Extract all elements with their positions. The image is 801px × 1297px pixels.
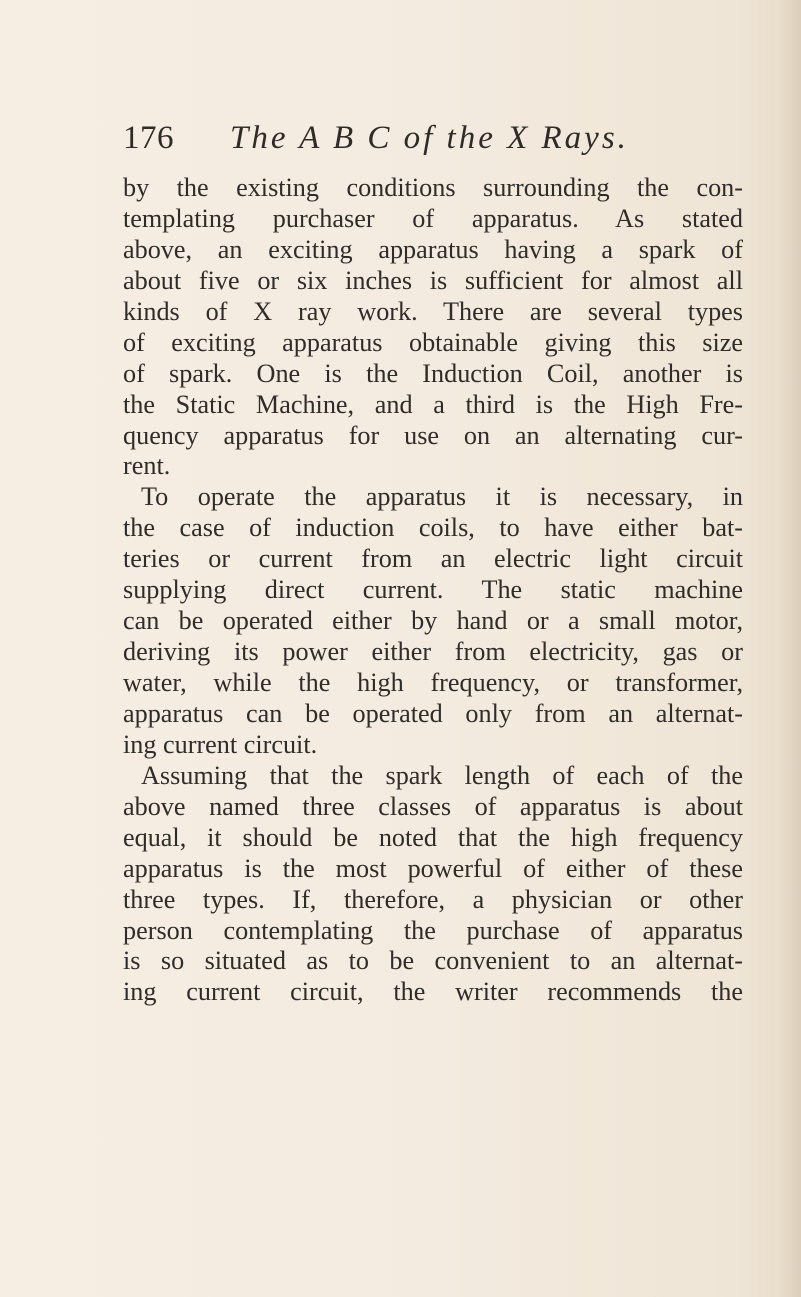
text-line: ing current circuit. bbox=[123, 729, 318, 759]
text-line: rent. bbox=[123, 451, 171, 481]
text-line: by the existing conditions surrounding the con- bbox=[123, 173, 743, 202]
text-line: templating purchaser of apparatus. As stated bbox=[123, 203, 743, 233]
running-title: The A B C of the X Rays. bbox=[230, 120, 629, 156]
page-edge-shadow bbox=[779, 0, 801, 1297]
text-line: To operate the apparatus it is necessary, in bbox=[141, 482, 743, 512]
text-line: the Static Machine, and a third is the High Fre- bbox=[123, 389, 743, 419]
text-line: equal, it should be noted that the high frequency bbox=[123, 822, 743, 852]
text-line: of spark. One is the Induction Coil, another is bbox=[123, 358, 743, 388]
text-line: Assuming that the spark length of each of the bbox=[141, 760, 743, 790]
text-line: teries or current from an electric light circuit bbox=[123, 544, 743, 574]
text-line: deriving its power either from electricity, gas or bbox=[123, 637, 743, 667]
page-number: 176 bbox=[123, 120, 174, 156]
text-line: of exciting apparatus obtainable giving this size bbox=[123, 327, 743, 357]
text-line: three types. If, therefore, a physician or other bbox=[123, 884, 743, 914]
body-text bbox=[123, 173, 743, 1008]
text-line: quency apparatus for use on an alternating cur- bbox=[123, 420, 743, 450]
text-line: above, an exciting apparatus having a spark of bbox=[123, 234, 743, 264]
text-line: apparatus can be operated only from an alternat- bbox=[123, 698, 743, 728]
text-line: about five or six inches is sufficient for almost all bbox=[123, 265, 743, 295]
text-line: apparatus is the most powerful of either of these bbox=[123, 853, 743, 883]
text-line: above named three classes of apparatus is about bbox=[123, 791, 743, 821]
text-line: person contemplating the purchase of apparatus bbox=[123, 915, 743, 945]
text-line: kinds of X ray work. There are several types bbox=[123, 296, 743, 326]
text-line: can be operated either by hand or a small motor, bbox=[123, 606, 743, 636]
text-line: the case of induction coils, to have either bat- bbox=[123, 513, 743, 543]
page-header bbox=[123, 120, 743, 162]
text-line: is so situated as to be convenient to an alternat- bbox=[123, 946, 743, 976]
text-line: water, while the high frequency, or transformer, bbox=[123, 668, 743, 697]
text-line: ing current circuit, the writer recommends the bbox=[123, 977, 743, 1007]
text-line: supplying direct current. The static machine bbox=[123, 575, 743, 605]
